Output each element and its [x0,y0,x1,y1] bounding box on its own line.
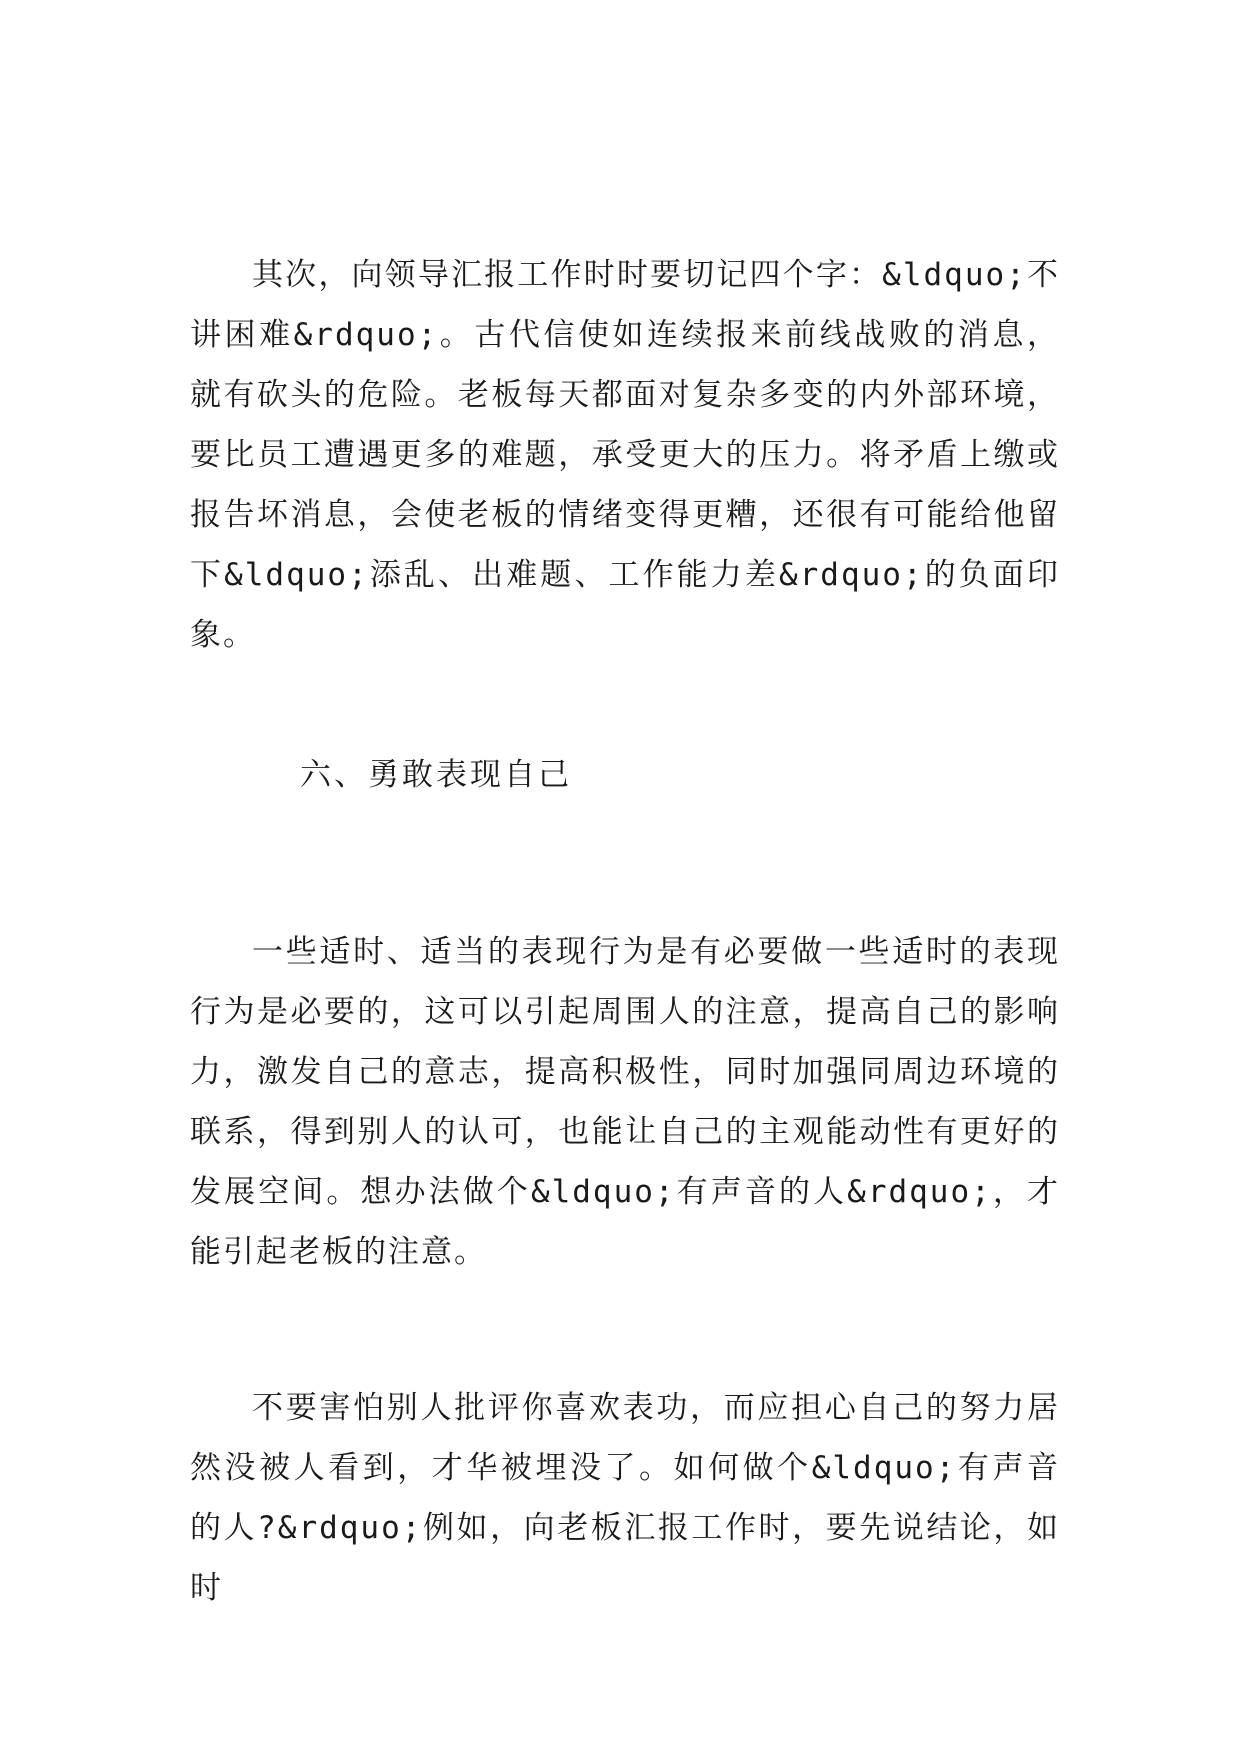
paragraph-report-no-difficulties: 其次，向领导汇报工作时时要切记四个字：&ldquo;不讲困难&rdquo;。古代信使如连续报来前线战败的消息，就有砍头的危险。老板每天都面对复杂多变的内外部环境，要比员工遭遇更多的难题，承受更大的压力。将矛盾上缴或报告坏消息，会使老板的情绪变得更糟，还很有可能给他留下&ldquo;添乱、出难题、工作能力差&rdquo;的负面印象。 [190,257,1060,653]
paragraph-dont-fear-criticism: 不要害怕别人批评你喜欢表功，而应担心自己的努力居然没被人看到，才华被埋没了。如何做个&ldquo;有声音的人?&rdquo;例如，向老板汇报工作时，要先说结论，如时 [190,1390,1060,1606]
paragraph-show-yourself: 一些适时、适当的表现行为是有必要做一些适时的表现行为是必要的，这可以引起周围人的注意，提高自己的影响力，激发自己的意志，提高积极性，同时加强同周边环境的联系，得到别人的认可，也能让自己的主观能动性有更好的发展空间。想办法做个&ldquo;有声音的人&rdquo;，才能引起老板的注意。 [190,934,1060,1270]
section-heading-six: 六、勇敢表现自己 [300,757,572,793]
